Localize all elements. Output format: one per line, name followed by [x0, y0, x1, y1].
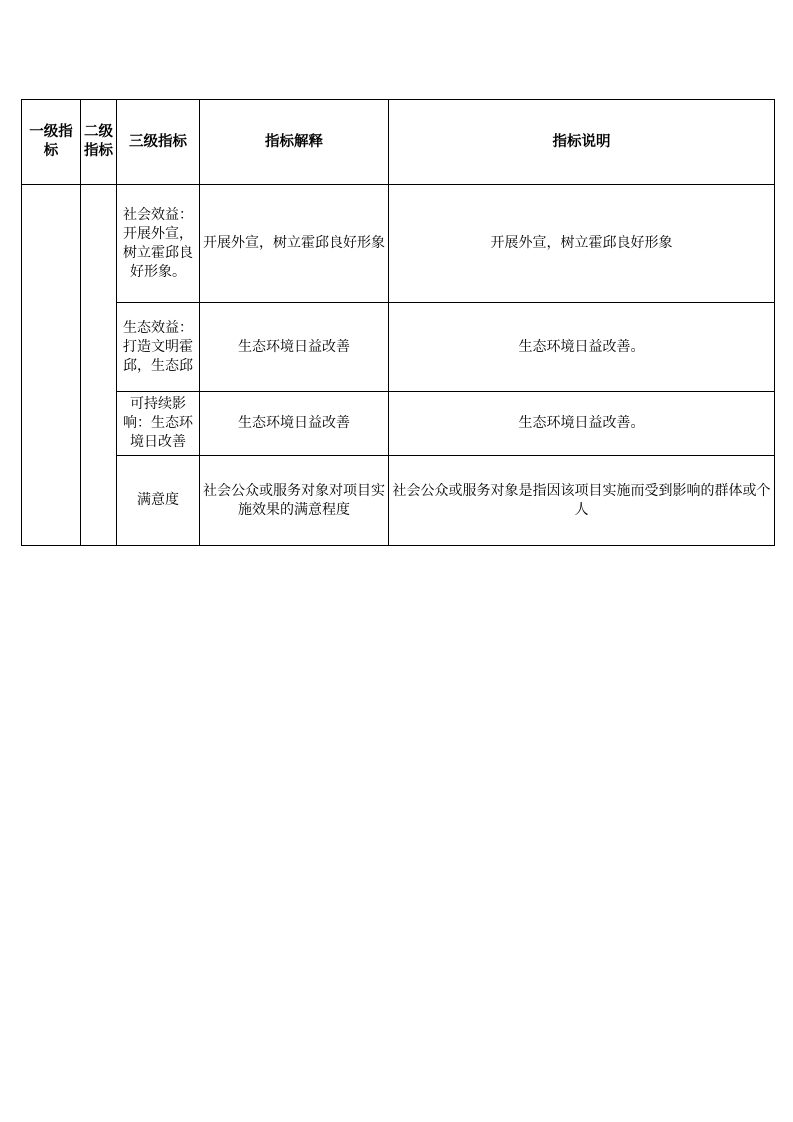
indicator-table	[21, 99, 775, 546]
header-level3: 三级指标	[117, 100, 200, 185]
table-row	[22, 185, 775, 303]
description-cell: 生态环境日益改善。	[389, 392, 775, 456]
explanation-cell: 生态环境日益改善	[200, 303, 389, 392]
table-row	[22, 392, 775, 456]
table-row	[22, 303, 775, 392]
explanation-cell: 开展外宣，树立霍邱良好形象	[200, 185, 389, 303]
header-level1: 一级指标	[22, 100, 81, 185]
level3-cell: 满意度	[117, 456, 200, 546]
level2-cell	[81, 185, 117, 546]
explanation-cell: 生态环境日益改善	[200, 392, 389, 456]
header-explanation: 指标解释	[200, 100, 389, 185]
indicator-sheet	[21, 99, 774, 546]
table-row	[22, 456, 775, 546]
level3-cell: 社会效益：开展外宣，树立霍邱良好形象。	[117, 185, 200, 303]
description-cell: 开展外宣，树立霍邱良好形象	[389, 185, 775, 303]
level3-cell: 可持续影响：生态环境日改善	[117, 392, 200, 456]
level3-cell: 生态效益：打造文明霍邱，生态邱	[117, 303, 200, 392]
header-level2: 二级指标	[81, 100, 117, 185]
level1-cell	[22, 185, 81, 546]
description-cell: 社会公众或服务对象是指因该项目实施而受到影响的群体或个人	[389, 456, 775, 546]
header-description: 指标说明	[389, 100, 775, 185]
explanation-cell: 社会公众或服务对象对项目实施效果的满意程度	[200, 456, 389, 546]
header-row	[22, 100, 775, 185]
description-cell: 生态环境日益改善。	[389, 303, 775, 392]
